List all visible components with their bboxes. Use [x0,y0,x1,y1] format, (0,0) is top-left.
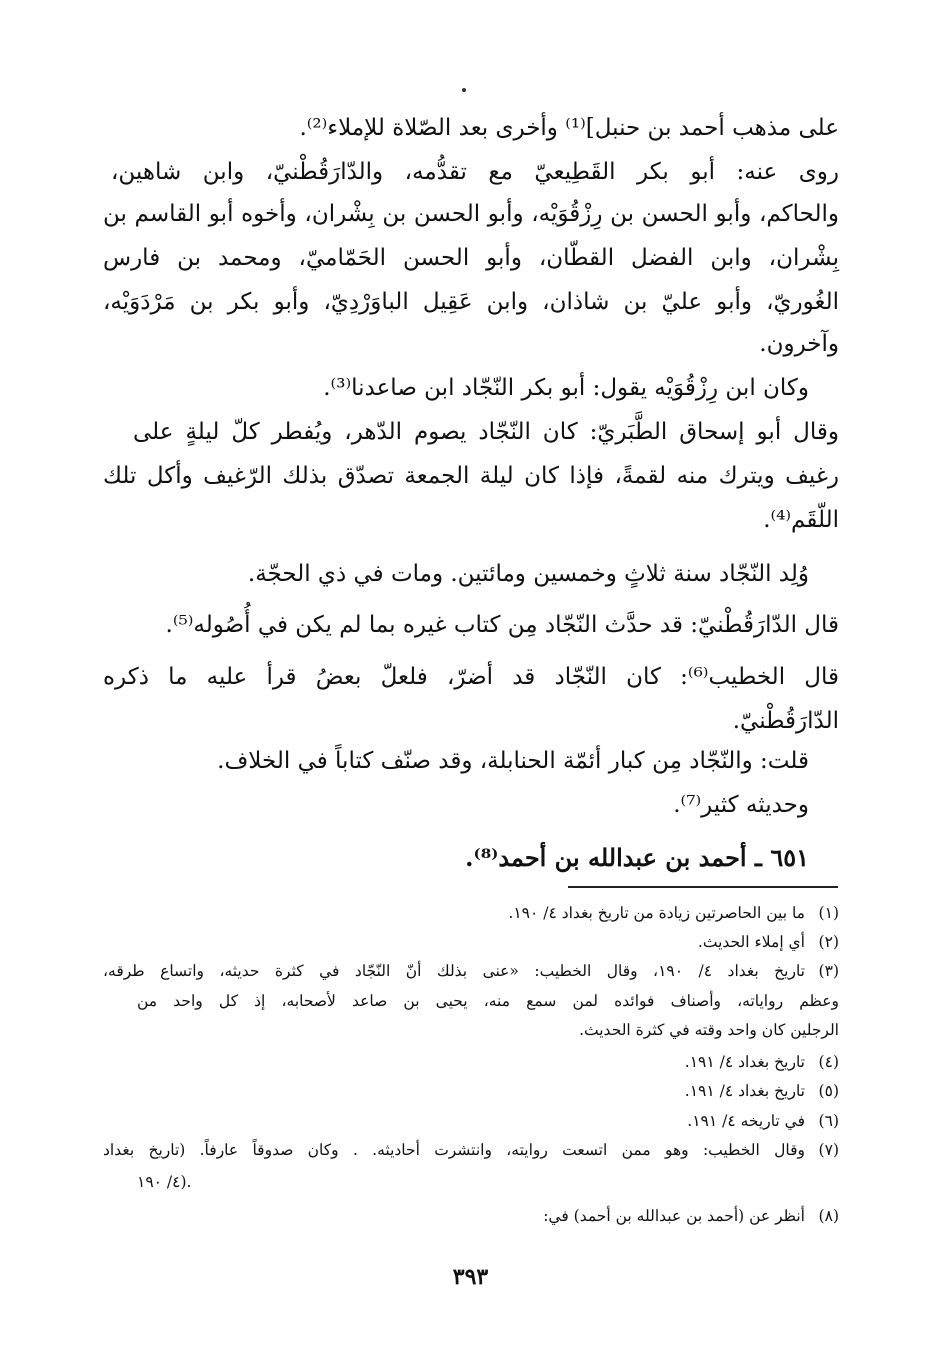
footnote-text: ما بين الحاصرتين زيادة من تاريخ بغداد ٤/ ١٩٠. [508,904,805,922]
body-line: روى عنه: أبو بكر القَطِيعيّ مع تقدُّمه، والدّارَقُطْنيّ، وابن شاهين، [111,159,839,185]
body-line: قال الخطيب⁽⁶⁾: كان النّجّاد قد أضرّ، فلعلّ بعضُ قرأ عليه ما ذكره [103,664,839,690]
footnote-number: (٧) [818,1141,839,1159]
body-line: والحاكم، وأبو الحسن بن رِزْقُوَيْه، وأبو الحسن بن بِشْران، وأخوه أبو القاسم بن [103,201,839,227]
footnote [103,1140,839,1160]
body-line: قلت: والنّجّاد مِن كبار أئمّة الحنابلة، وقد صنّف كتاباً في الخلاف. [217,748,809,774]
footnote-continuation: وعظم رواياته، وأصناف فوائده لمن سمع منه، يحيى بن صاعد لأصحابه، إذ كل واحد من [137,992,839,1010]
footnote-number: (٦) [818,1112,839,1130]
footnote [103,1111,839,1131]
footnote-text: تاريخ بغداد ٤/ ١٩١. [684,1082,805,1100]
footnote [103,1052,839,1072]
body-line: وُلِد النّجّاد سنة ثلاثٍ وخمسين ومائتين. ومات في ذي الحجّة. [247,561,809,587]
footnote [103,932,839,952]
body-line: وحديثه كثير⁽⁷⁾. [673,792,809,818]
body-line: الغُوريّ، وأبو عليّ بن شاذان، وابن عَقِيل الباوَرْدِيّ، وأبو بكر بن مَرْدَوَيْه، [103,289,839,315]
body-line: قال الدّارَقُطْنيّ: قد حدَّث النّجّاد مِن كتاب غيره بما لم يكن في أُصُوله⁽⁵⁾. [165,612,839,638]
footnote-text: أنظر عن (أحمد بن عبدالله بن أحمد) في: [543,1207,805,1225]
header-dot [462,88,466,92]
footnote [103,1081,839,1101]
body-line: على مذهب أحمد بن حنبل]⁽¹⁾ وأخرى بعد الصّلاة للإملاء⁽²⁾. [299,115,839,141]
body-line: وكان ابن رِزْقُوَيْه يقول: أبو بكر النّجّاد ابن صاعدنا⁽³⁾. [323,375,809,401]
footnote-text: تاريخ بغداد ٤/ ١٩٠، وقال الخطيب: «عنى بذلك أنّ النّجّاد في كثرة حديثه، واتساع طرقه، [103,962,805,980]
footnote-number: (٥) [818,1082,839,1100]
footnote [103,1206,839,1226]
entry-heading: ٦٥١ ـ أحمد بن عبدالله بن أحمد⁽⁸⁾. [465,843,809,872]
body-line: اللّقَم⁽⁴⁾. [763,507,839,533]
footnote [103,903,839,923]
footnote-number: (١) [818,904,839,922]
footnote-number: (٣) [818,962,839,980]
footnote-text: وقال الخطيب: وهو ممن اتسعت روايته، وانتشرت أحاديثه. . وكان صدوقاً عارفاً. (تاريخ بغداد [103,1141,805,1159]
footnote-continuation: ٤/ ١٩٠). [137,1173,192,1191]
footnote-number: (٨) [818,1207,839,1225]
footnote-number: (٢) [818,933,839,951]
body-line: رغيف ويترك منه لقمةً، فإذا كان ليلة الجمعة تصدّق بذلك الرّغيف وأكل تلك [103,463,839,489]
page-number: ٣٩٣ [452,1264,489,1290]
footnote-text: في تاريخه ٤/ ١٩١. [687,1112,805,1130]
footnote-continuation: الرجلين كان واحد وقته في كثرة الحديث. [579,1021,839,1039]
footnote [103,961,839,981]
body-line: الدّارَقُطْنيّ. [732,708,839,734]
body-line: بِشْران، وابن الفضل القطّان، وأبو الحسن الحَمّاميّ، ومحمد بن فارس [103,245,839,271]
footnote-number: (٤) [818,1053,839,1071]
footnote-rule [568,886,838,888]
footnote-text: تاريخ بغداد ٤/ ١٩١. [684,1053,805,1071]
body-line: وآخرون. [759,331,839,357]
body-line: وقال أبو إسحاق الطَّبَريّ: كان النّجّاد يصوم الدّهر، ويُفطر كلّ ليلةٍ على [133,419,839,445]
footnote-text: أي إملاء الحديث. [697,933,805,951]
